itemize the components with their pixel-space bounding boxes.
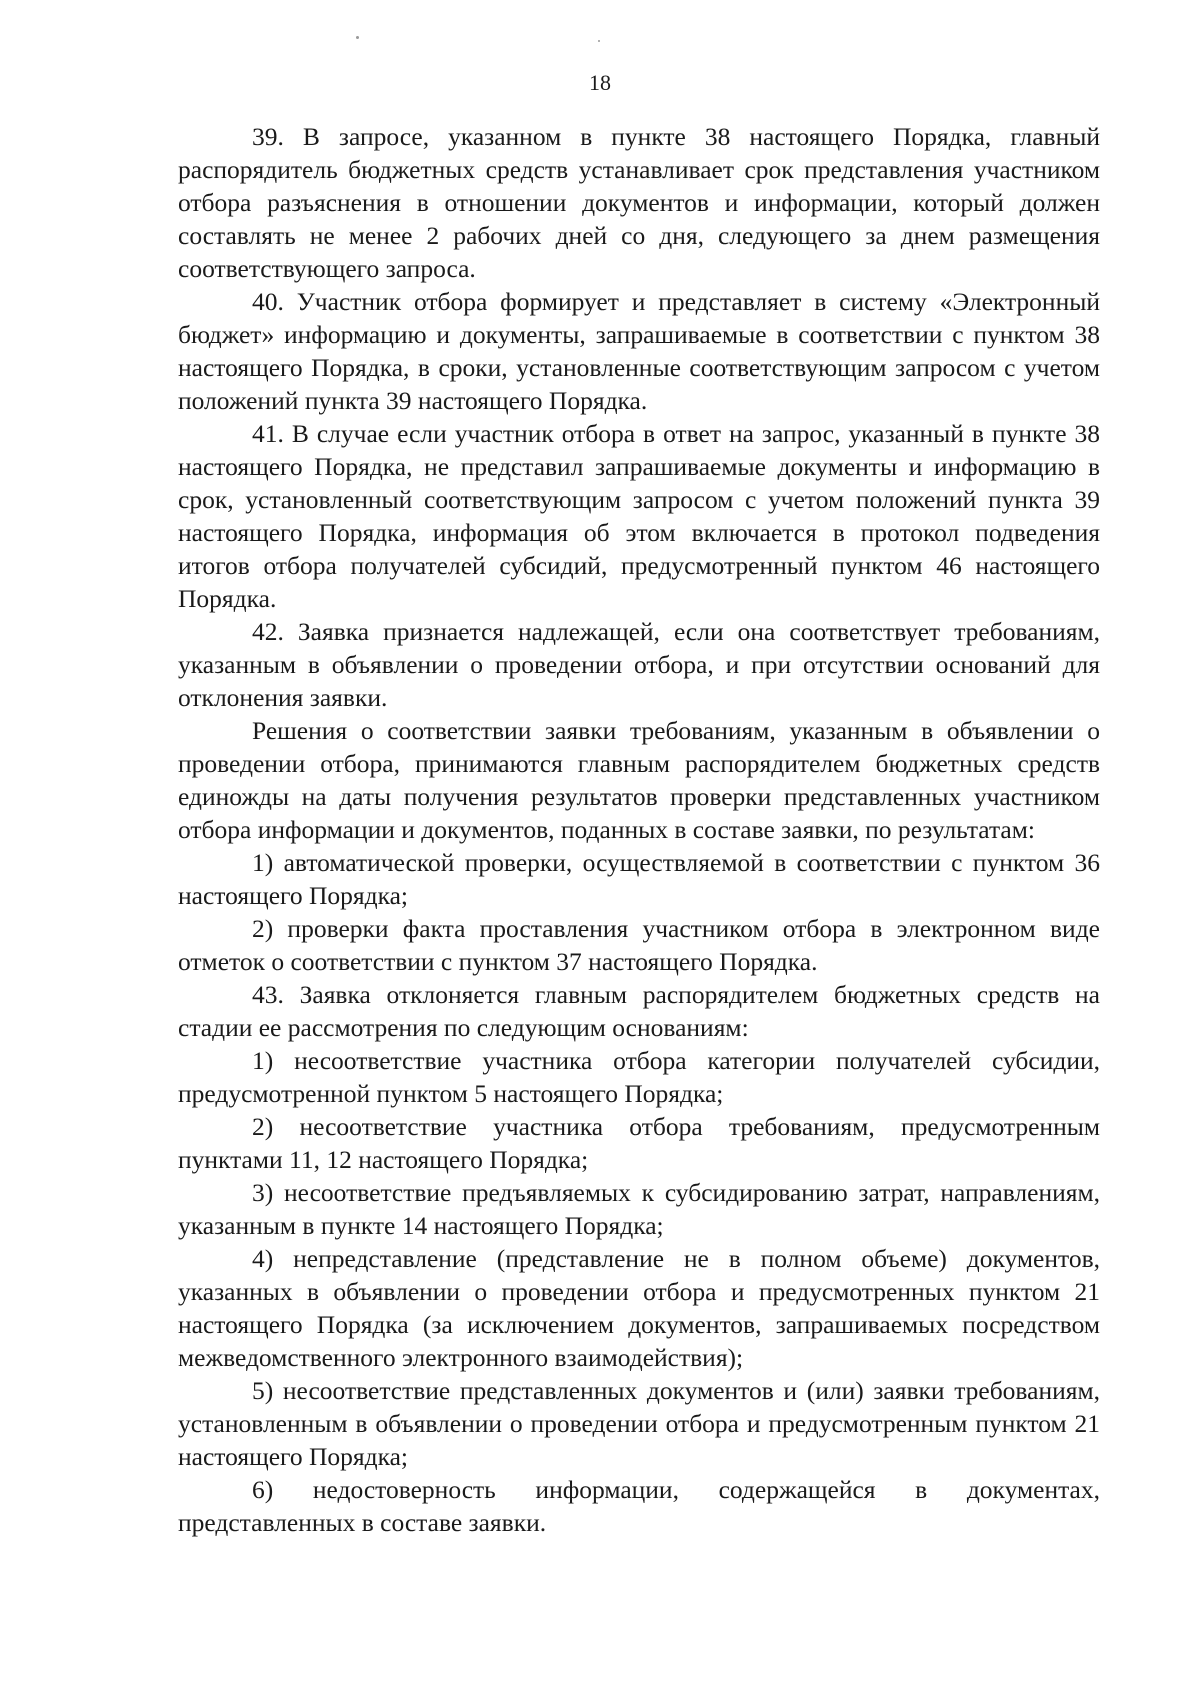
scan-speck [356, 36, 359, 39]
paragraph-43-item-5: 5) несоответствие представленных документов и (или) заявки требованиям, установленным в объявлении о проведении отбора и предусмотренным пунктом 21 настоящего Порядка; [178, 1376, 1100, 1471]
paragraph-39: 39. В запросе, указанном в пункте 38 настоящего Порядка, главный распорядитель бюджетных средств устанавливает срок представления участником отбора разъяснения в отношении документов и информации, который должен составлять не менее 2 рабочих дней со дня, следующего за днем размещения соответствующего запроса. [178, 122, 1100, 283]
paragraph-42-item-1: 1) автоматической проверки, осуществляемой в соответствии с пунктом 36 настоящего Порядка; [178, 848, 1100, 910]
paragraph-43-item-1: 1) несоответствие участника отбора категории получателей субсидии, предусмотренной пунктом 5 настоящего Порядка; [178, 1046, 1100, 1108]
paragraph-43-item-4: 4) непредставление (представление не в полном объеме) документов, указанных в объявлении о проведении отбора и предусмотренных пунктом 21 настоящего Порядка (за исключением документов, запрашиваемых посредством межведомственного электронного взаимодействия); [178, 1244, 1100, 1372]
paragraph-42-item-2: 2) проверки факта проставления участником отбора в электронном виде отметок о соответствии с пунктом 37 настоящего Порядка. [178, 914, 1100, 976]
page-number: 18 [589, 70, 611, 95]
paragraph-41: 41. В случае если участник отбора в ответ на запрос, указанный в пункте 38 настоящего Порядка, не представил запрашиваемые документы и информацию в срок, установленный соответствующим запросом с учетом положений пункта 39 настоящего Порядка, информация об этом включается в протокол подведения итогов отбора получателей субсидий, предусмотренный пунктом 46 настоящего Порядка. [178, 419, 1100, 613]
paragraph-40: 40. Участник отбора формирует и представляет в систему «Электронный бюджет» информацию и документы, запрашиваемые в соответствии с пунктом 38 настоящего Порядка, в сроки, установленные соответствующим запросом с учетом положений пункта 39 настоящего Порядка. [178, 287, 1100, 415]
scan-speck [598, 40, 600, 42]
paragraph-42: 42. Заявка признается надлежащей, если она соответствует требованиям, указанным в объявлении о проведении отбора, и при отсутствии оснований для отклонения заявки. [178, 617, 1100, 712]
paragraph-43-item-3: 3) несоответствие предъявляемых к субсидированию затрат, направлениям, указанным в пункте 14 настоящего Порядка; [178, 1178, 1100, 1240]
paragraph-43-item-2: 2) несоответствие участника отбора требованиям, предусмотренным пунктами 11, 12 настоящего Порядка; [178, 1112, 1100, 1174]
document-body [178, 120, 1100, 1539]
paragraph-43: 43. Заявка отклоняется главным распорядителем бюджетных средств на стадии ее рассмотрения по следующим основаниям: [178, 980, 1100, 1042]
paragraph-43-item-6: 6) недостоверность информации, содержащейся в документах, представленных в составе заявки. [178, 1475, 1100, 1537]
paragraph-42-decisions: Решения о соответствии заявки требованиям, указанным в объявлении о проведении отбора, принимаются главным распорядителем бюджетных средств единожды на даты получения результатов проверки представленных участником отбора информации и документов, поданных в составе заявки, по результатам: [178, 716, 1100, 844]
